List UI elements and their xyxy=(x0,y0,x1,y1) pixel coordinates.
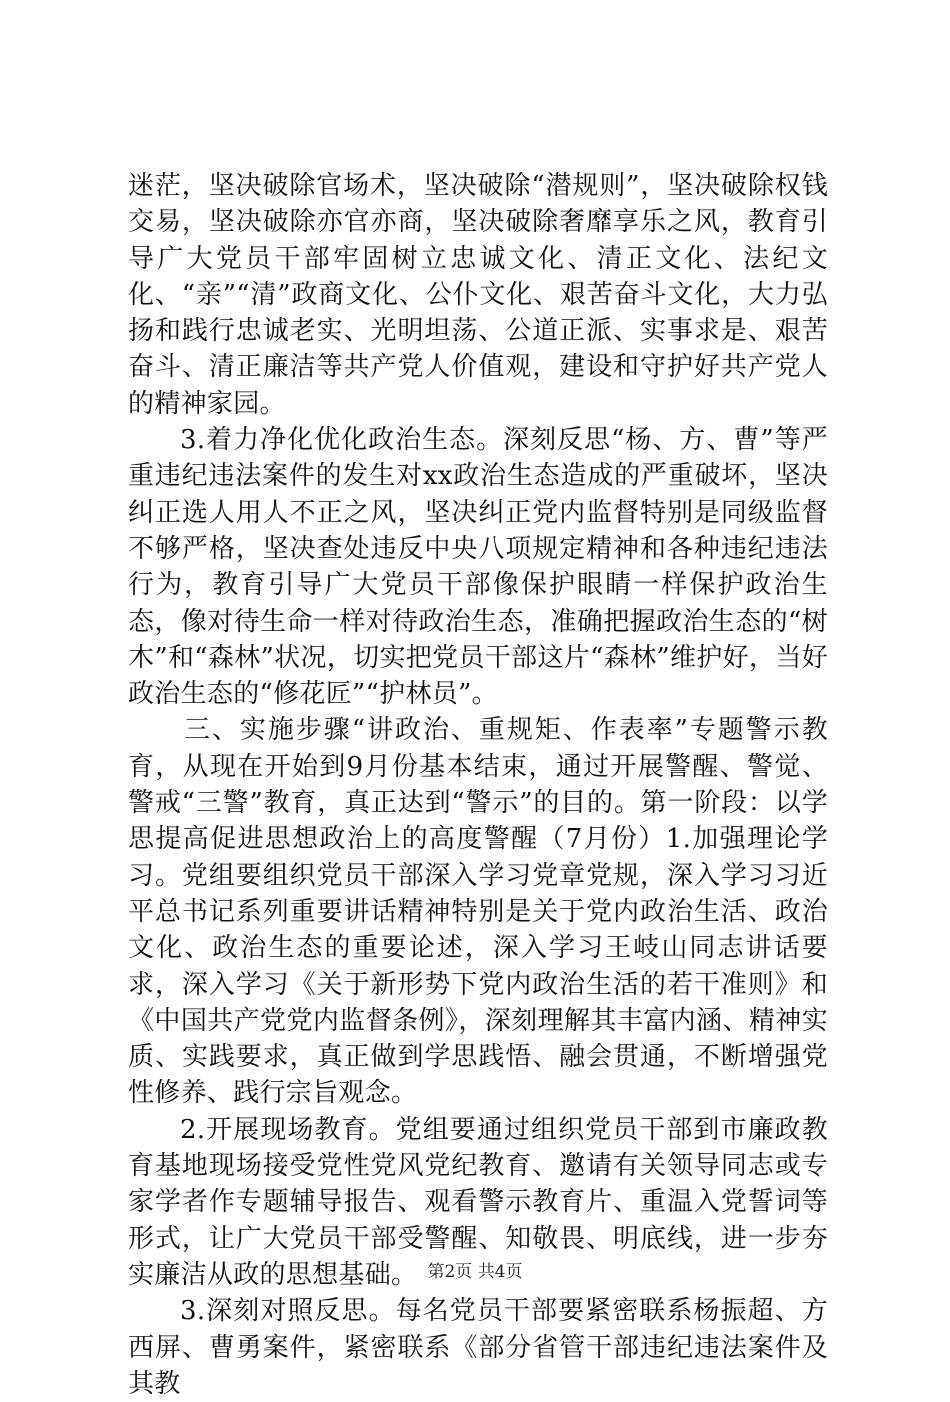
paragraph-reflection: 3.深刻对照反思。每名党员干部要紧密联系杨振超、方西屏、曹勇案件，紧密联系《部分省管干部违纪违法案件及其教 xyxy=(128,1296,828,1399)
paragraph-implementation-steps: 三、实施步骤“讲政治、重规矩、作表率”专题警示教育，从现在开始到9月份基本结束，通过开展警醒、警觉、警戒“三警”教育，真正达到“警示”的目的。第一阶段：以学思提高促进思想政治上的高度警醒（7月份）1.加强理论学习。党组要组织党员干部深入学习党章党规，深入学习习近平总书记系列重要讲话精神特别是关于党内政治生活、政治文化、政治生态的重要论述，深入学习王岐山同志讲话要求，深入学习《关于新形势下党内政治生活的若干准则》和《中国共产党党内监督条例》，深刻理解其丰富内涵、精神实质、实践要求，真正做到学思践悟、融会贯通，不断增强党性修养、践行宗旨观念。 xyxy=(128,715,828,1109)
page-number-footer: 第2页 共4页 xyxy=(427,1262,523,1282)
paragraph-section-3: 3.着力净化优化政治生态。深刻反思“杨、方、曹”等严重违纪违法案件的发生对xx政治生态造成的严重破坏，坚决纠正选人用人不正之风，坚决纠正党内监督特别是同级监督不够严格，坚决查处违反中央八项规定精神和各种违纪违法行为，教育引导广大党员干部像保护眼睛一样保护政治生态，像对待生命一样对待政治生态，准确把握政治生态的“树木”和“森林”状况，切实把党员干部这片“森林”维护好，当好政治生态的“修花匠”“护林员”。 xyxy=(128,425,828,710)
document-body xyxy=(128,168,828,1402)
paragraph-onsite-education: 2.开展现场教育。党组要通过组织党员干部到市廉政教育基地现场接受党性党风党纪教育、邀请有关领导同志或专家学者作专题辅导报告、观看警示教育片、重温入党誓词等形式，让广大党员干部受警醒、知敬畏、明底线，进一步夯实廉洁从政的思想基础。 xyxy=(128,1114,828,1290)
paragraph-continuation: 迷茫，坚决破除官场术，坚决破除“潜规则”，坚决破除权钱交易，坚决破除亦官亦商，坚决破除奢靡享乐之风，教育引导广大党员干部牢固树立忠诚文化、清正文化、法纪文化、“亲”“清”政商文化、公仆文化、艰苦奋斗文化，大力弘扬和践行忠诚老实、光明坦荡、公道正派、实事求是、艰苦奋斗、清正廉洁等共产党人价值观，建设和守护好共产党人的精神家园。 xyxy=(128,171,828,419)
